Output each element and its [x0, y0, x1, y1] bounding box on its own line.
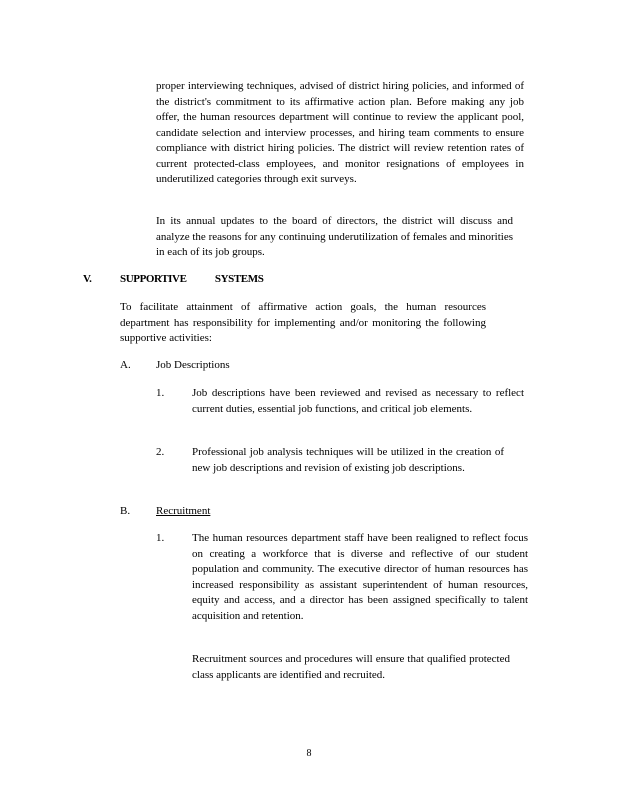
subsection-a-title: Job Descriptions — [156, 359, 230, 371]
list-item-number: 1. — [156, 532, 165, 544]
subsection-b-letter: B. — [120, 505, 131, 517]
section-v-intro: To facilitate attainment of affirmative action goals, the human resources department has responsibility for implementing and/or monitoring the following supportive activities: — [120, 301, 486, 344]
list-item-text: The human resources department staff have been realigned to reflect focus on creating a workforce that is diverse and reflective of our student population and community. The executive director of human resources has increased responsibility as assistant superintendent of human resources, equity and access, and a director has been assigned specifically to talent acquisition and retention. — [192, 532, 528, 622]
section-v-number: V. — [83, 273, 92, 285]
subsection-b-title: Recruitment — [156, 505, 211, 517]
list-item-text: Job descriptions have been reviewed and revised as necessary to reflect current duties, essential job functions, and critical job elements. — [192, 387, 524, 415]
intro-paragraph: proper interviewing techniques, advised of district hiring policies, and informed of the district's commitment to its affirmative action plan. Before making any job offer, the human resources department will continue to review the applicant pool, candidate selection and interview processes, and hiring team comments to ensure compliance with district hiring policies. The district will review retention rates of current protected-class employees, and monitor resignations of employees in underutilized categories through exit surveys. — [156, 80, 524, 185]
section-v-title: SUPPORTIVE SYSTEMS — [120, 273, 264, 285]
annual-updates-paragraph: In its annual updates to the board of directors, the district will discuss and analyze the reasons for any continuing underutilization of females and minorities in each of its job groups. — [156, 215, 513, 258]
recruitment-continuation-paragraph: Recruitment sources and procedures will ensure that qualified protected class applicants are identified and recruited. — [192, 653, 510, 681]
list-item-number: 2. — [156, 446, 165, 458]
page-number: 8 — [306, 748, 312, 759]
list-item-text: Professional job analysis techniques will be utilized in the creation of new job descriptions and revision of existing job descriptions. — [192, 446, 504, 474]
list-item-number: 1. — [156, 387, 165, 399]
subsection-a-letter: A. — [120, 359, 131, 371]
